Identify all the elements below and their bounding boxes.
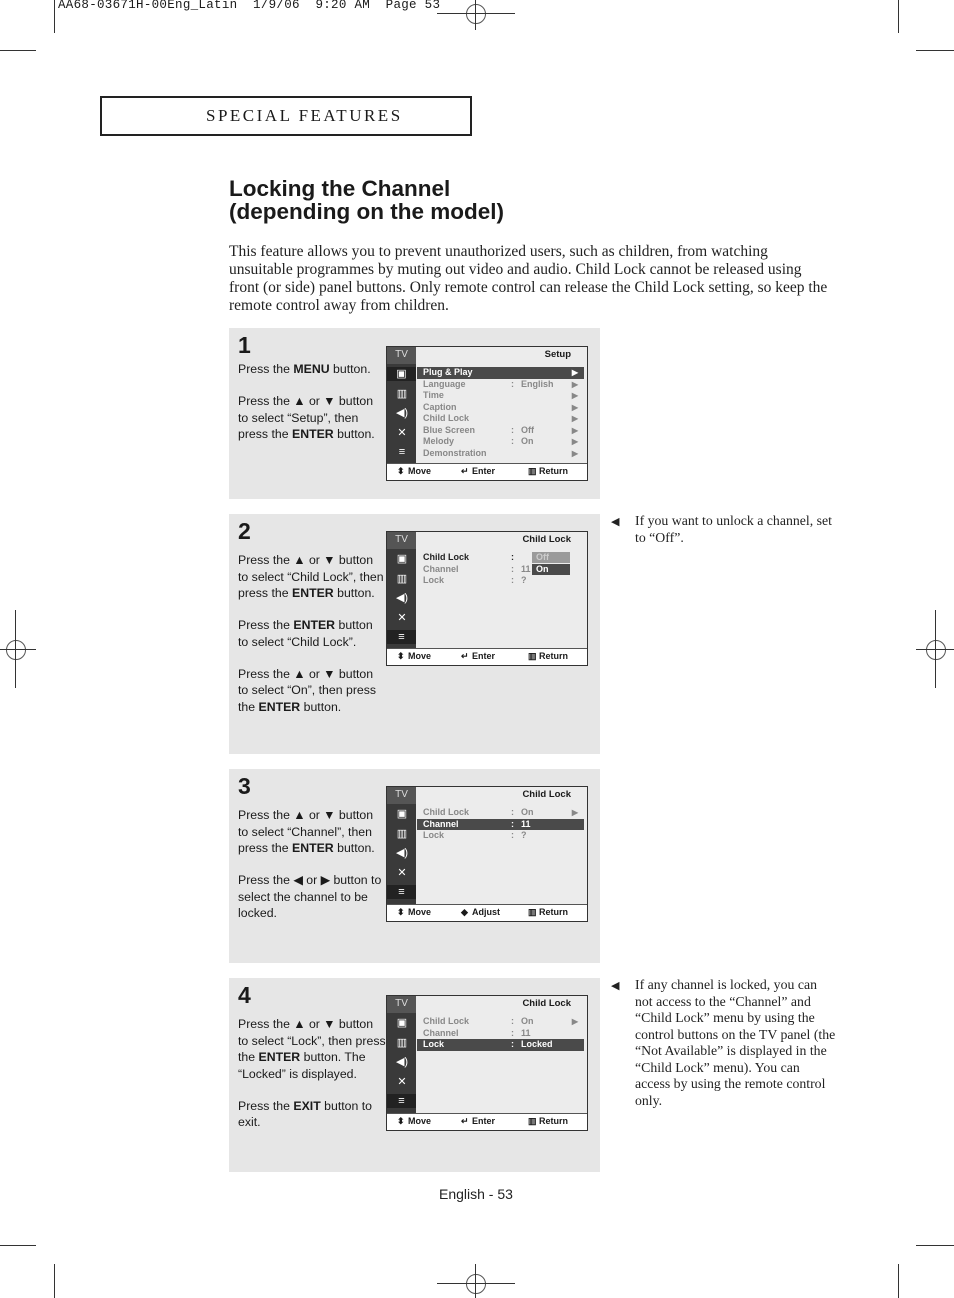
enter-icon: ↵ (461, 651, 469, 661)
menu-row-label: Channel (423, 1027, 459, 1038)
menu-footer (387, 904, 587, 921)
page-title (229, 177, 504, 223)
menu-row-colon: : (511, 830, 514, 840)
instruction-paragraph (238, 361, 386, 378)
step-panel-3 (229, 769, 600, 963)
step-instructions (238, 361, 386, 458)
menu-row-colon: : (511, 1027, 514, 1038)
menu-row-label: Lock (423, 830, 445, 840)
footer-move-label: Move (408, 466, 432, 476)
menu-row (417, 379, 584, 391)
button-name: MENU (293, 362, 330, 376)
button-name: ENTER (258, 699, 301, 714)
instruction-text: button to select “Child Lock”. (238, 618, 373, 649)
registration-line (0, 649, 36, 650)
picture-icon: ▣ (396, 1017, 408, 1029)
section-title: SPECIAL FEATURES (206, 106, 403, 125)
tv-label: TV (387, 996, 416, 1013)
button-name: EXIT (293, 1098, 321, 1113)
note-text: If you want to unlock a channel, set to “Off”. (635, 513, 832, 545)
menu-row-label: Caption (423, 401, 457, 412)
instruction-paragraph (238, 1016, 386, 1082)
menu-row (417, 807, 584, 819)
channel-icon: ▥ (396, 387, 408, 400)
crop-mark (0, 1245, 36, 1246)
footer-move-label: Move (408, 651, 432, 661)
instruction-text: Press the (238, 618, 294, 632)
instruction-paragraph (238, 617, 386, 650)
menu-row-colon: : (511, 424, 514, 435)
move-icon: ⬍ (397, 651, 405, 661)
menu-footer (387, 463, 587, 480)
instruction-paragraph (238, 552, 386, 602)
step-instructions (238, 807, 386, 937)
tv-menu-screen (386, 786, 588, 922)
picture-icon: ▣ (396, 553, 408, 565)
instruction-paragraph (238, 872, 386, 922)
title-line-1: Locking the Channel (229, 176, 451, 201)
setup-icon: ≡ (398, 446, 406, 458)
antenna-icon: ✕ (397, 426, 407, 439)
tv-menu-screen (386, 995, 588, 1131)
instruction-text: button. (300, 699, 342, 714)
footer-enter-label: Enter (472, 651, 496, 661)
registration-mark (466, 4, 486, 24)
menu-row-colon: : (511, 378, 514, 389)
menu-row-colon: : (511, 575, 514, 585)
step-number: 1 (238, 332, 251, 358)
setup-icon: ≡ (387, 1094, 416, 1108)
instruction-text: Press the ▲ or ▼ button to select “Child Lock”, then press the (238, 553, 384, 600)
section-header (100, 96, 472, 136)
sound-icon: ◀) (395, 847, 409, 859)
menu-row-colon: : (511, 436, 514, 446)
move-icon: ⬍ (397, 466, 405, 476)
instruction-text: Press the ▲ or ▼ button to select “Lock”, then press the (238, 1017, 386, 1064)
registration-line (437, 13, 515, 14)
menu-row-label: Time (423, 390, 444, 400)
registration-line (916, 649, 954, 650)
instruction-text: button. The “Locked” is displayed. (238, 1050, 366, 1081)
step-panel-1 (229, 328, 600, 499)
menu-row-value: 11 (521, 1027, 531, 1038)
instruction-paragraph (238, 1098, 386, 1131)
antenna-icon: ✕ (397, 611, 407, 624)
return-icon: ▥ (528, 907, 537, 917)
menu-row-label: Child Lock (423, 807, 470, 817)
arrow-right-icon: ▶ (571, 368, 578, 377)
return-icon: ▥ (528, 1116, 537, 1126)
note-bullet-icon: ◀ (611, 980, 620, 992)
menu-row-value: On (521, 1016, 534, 1026)
menu-row-colon: : (511, 807, 514, 817)
channel-icon: ▥ (396, 1036, 408, 1049)
menu-row-label: Child Lock (423, 552, 470, 562)
print-header: AA68-03671H-00Eng_Latin 1/9/06 9:20 AM Page 53 (58, 0, 441, 12)
instruction-text: Press the ▲ or ▼ button to select “On”, then press the (238, 666, 377, 714)
instruction-text: button. (333, 841, 375, 855)
menu-row-label: Lock (423, 1039, 445, 1049)
instruction-text: button. (333, 427, 375, 441)
menu-title: Child Lock (522, 534, 571, 545)
arrow-right-icon: ▶ (571, 437, 578, 446)
menu-row-value: English (521, 378, 554, 389)
footer-adjust-label: Adjust (472, 907, 500, 917)
menu-row-label: Lock (423, 575, 445, 585)
arrow-right-icon: ▶ (571, 414, 578, 423)
setup-icon: ≡ (387, 630, 416, 644)
enter-icon: ↵ (461, 466, 469, 476)
crop-mark (898, 1264, 899, 1298)
menu-row-value: On (521, 807, 534, 817)
step-number: 2 (238, 518, 251, 544)
footer-return-label: Return (539, 1116, 568, 1126)
move-icon: ⬍ (397, 907, 405, 917)
registration-mark (466, 1274, 486, 1294)
menu-row-label: Child Lock (423, 413, 470, 423)
menu-footer (387, 648, 587, 665)
instruction-text: button. (329, 362, 371, 376)
menu-row-colon: : (511, 1016, 514, 1026)
title-line-2: (depending on the model) (229, 199, 504, 224)
tv-menu-screen (386, 346, 588, 481)
note-locked (611, 977, 836, 1112)
menu-row (417, 402, 584, 414)
adjust-icon: ◆ (461, 907, 468, 917)
menu-row-label: Channel (423, 563, 459, 574)
arrow-right-icon: ▶ (571, 808, 578, 817)
menu-row-colon: : (511, 818, 514, 829)
sound-icon: ◀) (395, 407, 409, 419)
step-number: 3 (238, 773, 251, 799)
antenna-icon: ✕ (397, 1075, 407, 1088)
menu-row-label: Plug & Play (423, 367, 473, 377)
menu-title: Child Lock (522, 789, 571, 800)
return-icon: ▥ (528, 466, 537, 476)
tv-label: TV (387, 532, 416, 549)
menu-row-label: Child Lock (423, 1016, 470, 1026)
note-bullet-icon: ◀ (611, 516, 620, 528)
menu-row-value: ? (521, 830, 527, 840)
step-panel-4 (229, 978, 600, 1172)
menu-row-value: Off (521, 424, 534, 435)
crop-mark (54, 0, 55, 33)
crop-mark (0, 50, 36, 51)
picture-icon: ▣ (387, 367, 416, 381)
footer-return-label: Return (539, 907, 568, 917)
menu-row (417, 390, 584, 402)
menu-footer (387, 1113, 587, 1130)
menu-row-colon: : (511, 1039, 514, 1049)
instruction-text: button. (333, 586, 375, 600)
menu-row-label: Melody (423, 436, 455, 446)
registration-mark (926, 640, 946, 660)
option-on: On (532, 564, 570, 575)
menu-row-label: Blue Screen (423, 424, 476, 435)
channel-icon: ▥ (396, 827, 408, 840)
crop-mark (898, 0, 899, 33)
registration-line (475, 1264, 476, 1298)
enter-icon: ↵ (461, 1116, 469, 1126)
menu-row (417, 425, 584, 437)
menu-row-label: Language (423, 378, 466, 389)
footer-return-label: Return (539, 466, 568, 476)
intro-paragraph: This feature allows you to prevent unauthorized users, such as children, from watching unsuitable programmes by muting out video and audio. Child Lock cannot be released using front (or side) panel buttons. Only remote control can release the Child Lock setting, so keep the remote control away from children. (229, 243, 828, 314)
step-number: 4 (238, 982, 251, 1008)
menu-row (417, 575, 584, 587)
arrow-right-icon: ▶ (571, 391, 578, 400)
tv-label: TV (387, 347, 416, 364)
menu-title: Setup (544, 349, 571, 360)
footer-enter-label: Enter (472, 466, 496, 476)
setup-icon: ≡ (387, 885, 416, 899)
crop-mark (916, 50, 954, 51)
page-footer: English - 53 (439, 1186, 513, 1202)
button-name: ENTER (292, 841, 334, 855)
instruction-paragraph (238, 666, 386, 716)
menu-row-value: 11 (521, 563, 531, 574)
instruction-text: button to exit. (238, 1098, 372, 1129)
instruction-paragraph (238, 807, 386, 857)
button-name: ENTER (292, 427, 334, 441)
instruction-text: Press the (238, 1098, 294, 1113)
arrow-right-icon: ▶ (571, 379, 578, 389)
tv-label: TV (387, 787, 416, 804)
menu-row-label: Demonstration (423, 447, 487, 458)
menu-row (417, 413, 584, 425)
menu-row (417, 448, 584, 460)
step-instructions (238, 552, 386, 731)
menu-row (417, 1039, 584, 1051)
sound-icon: ◀) (395, 1056, 409, 1068)
menu-row-value: Locked (521, 1039, 553, 1049)
sound-icon: ◀) (395, 592, 409, 604)
instruction-text: Press the (238, 362, 294, 376)
return-icon: ▥ (528, 651, 537, 661)
menu-row (417, 1028, 584, 1040)
footer-move-label: Move (408, 907, 432, 917)
crop-mark (916, 1245, 954, 1246)
menu-row-value: On (521, 436, 534, 446)
step-instructions (238, 1016, 386, 1146)
footer-move-label: Move (408, 1116, 432, 1126)
footer-enter-label: Enter (472, 1116, 496, 1126)
menu-row (417, 367, 584, 379)
step-panel-2 (229, 514, 600, 754)
note-unlock (611, 513, 836, 549)
tv-menu-screen (386, 531, 588, 666)
arrow-right-icon: ▶ (571, 425, 578, 435)
menu-row-colon: : (511, 563, 514, 574)
menu-row (417, 830, 584, 842)
button-name: ENTER (292, 586, 334, 600)
button-name: ENTER (293, 618, 336, 632)
antenna-icon: ✕ (397, 866, 407, 879)
move-icon: ⬍ (397, 1116, 405, 1126)
footer-return-label: Return (539, 651, 568, 661)
menu-row (417, 819, 584, 831)
menu-row (417, 436, 584, 448)
arrow-right-icon: ▶ (571, 448, 578, 458)
menu-title: Child Lock (522, 998, 571, 1009)
arrow-right-icon: ▶ (571, 402, 578, 412)
registration-line (475, 0, 476, 30)
channel-icon: ▥ (396, 572, 408, 585)
menu-row-label: Channel (423, 818, 459, 829)
menu-row (417, 1016, 584, 1028)
registration-mark (6, 640, 26, 660)
option-off: Off (532, 552, 570, 563)
button-name: ENTER (258, 1050, 301, 1064)
menu-row-colon: : (511, 552, 514, 562)
registration-line (437, 1283, 515, 1284)
instruction-text: Press the ◀ or ▶ button to select the channel to be locked. (238, 873, 382, 920)
arrow-right-icon: ▶ (571, 1017, 578, 1026)
picture-icon: ▣ (396, 808, 408, 820)
instruction-paragraph (238, 393, 386, 443)
crop-mark (54, 1264, 55, 1298)
note-text: If any channel is locked, you can not access to the “Channel” and “Child Lock” menu by using the control buttons on the TV panel (the “Not Available” is displayed in the “Child Lock” menu). You can access by using the remote control only. (635, 977, 836, 1108)
menu-row-value: 11 (521, 818, 531, 829)
instruction-text: Press the ▲ or ▼ button to select “Setup”, then press the (238, 394, 374, 441)
instruction-text: Press the ▲ or ▼ button to select “Channel”, then press the (238, 808, 374, 855)
menu-row-value: ? (521, 575, 527, 585)
